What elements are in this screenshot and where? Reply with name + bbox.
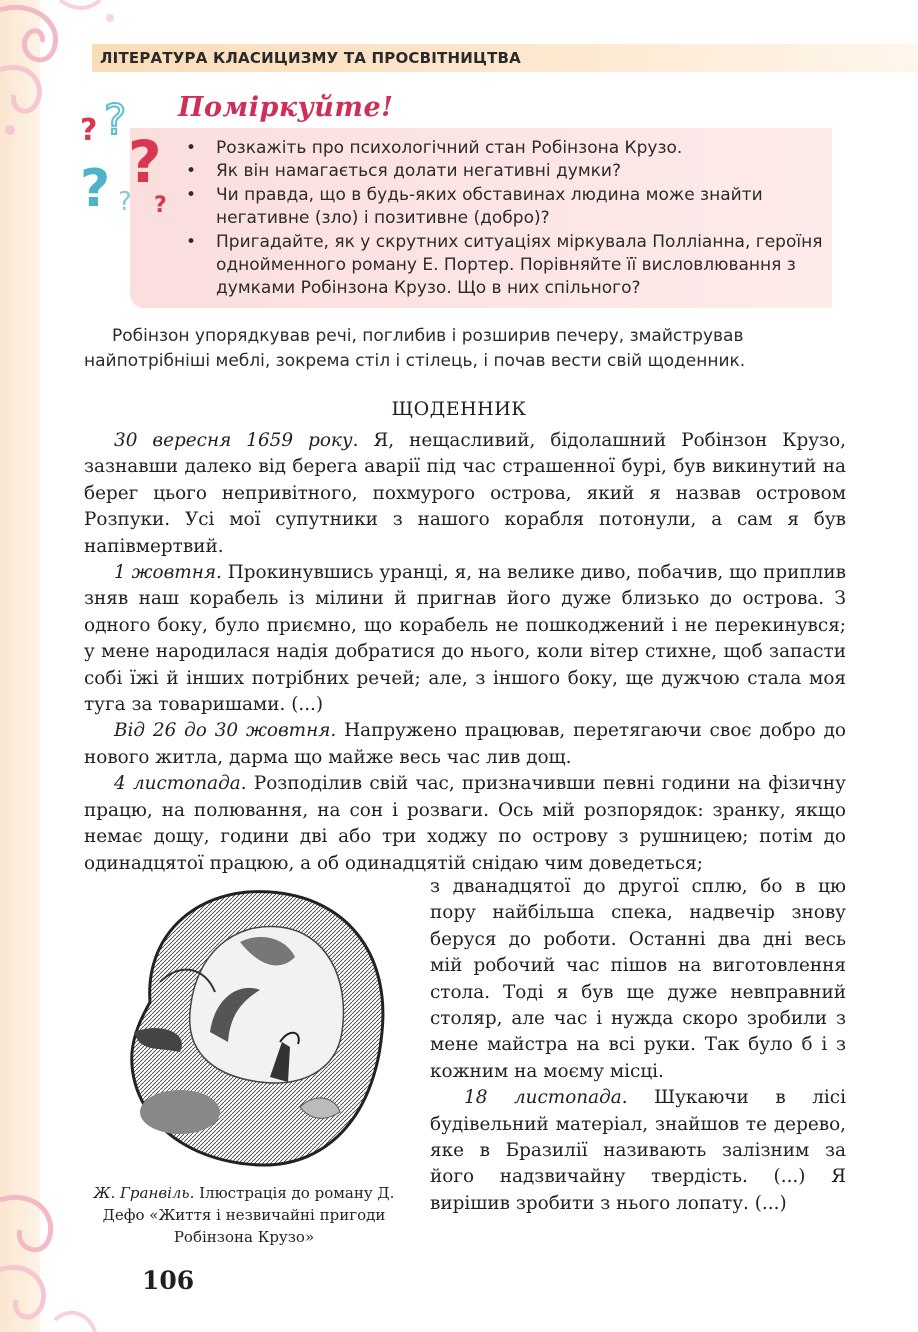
think-title: Поміркуйте!: [178, 92, 394, 123]
caption-text: Ілюстрація до роману Д. Дефо «Життя і незвичайні пригоди Робінзона Крузо»: [102, 1184, 395, 1246]
diary-entry: [430, 1085, 846, 1217]
caption-author: Ж. Гранвіль.: [93, 1184, 195, 1202]
question-marks-icon: [76, 96, 186, 216]
diary-entry: [84, 771, 846, 877]
page-margin-band: [0, 0, 40, 1332]
entry-text: Я, нещасливий, бідолашний Робінзон Крузо, зазнавши далеко від берега аварії під час страшенної бурі, був викинутий на берег цього непривітного, похмурого острова, який я назвав островом Розпуки. Усі мої супутники з нашого корабля потонули, а сам я був напівмертвий.: [84, 430, 846, 557]
entry-date: 4 листопада.: [114, 773, 247, 795]
svg-text:?: ?: [154, 193, 167, 216]
entry-text: Шукаючи в лісі будівельний матеріал, знайшов те дерево, яке в Бразилії називають залізним за його надзвичайну твердість. (...) Я вирішив зробити з нього лопату. (...): [430, 1087, 846, 1214]
entry-date: 18 листопада.: [464, 1087, 628, 1109]
diary-title: ЩОДЕННИК: [391, 398, 527, 420]
list-item: • Пригадайте, як у скрутних ситуаціях міркувала Полліанна, героїня однойменного роману Е. Портер. Порівняйте її висловлювання з думками Робінзона Крузо. Що в них спільного?: [186, 231, 826, 301]
diary-entry: [84, 560, 846, 718]
diary-text-column: [430, 874, 846, 1217]
illustration-image: [120, 882, 398, 1172]
intro-paragraph: Робінзон упорядкував речі, поглибив і розширив печеру, змайстрував найпотрібніші меблі, зокрема стіл і стілець, і почав вести свій щоденник.: [84, 326, 746, 371]
think-list: [186, 137, 826, 301]
list-item: • Чи правда, що в будь-яких обставинах людина може знайти негативне (зло) і позитивне (добро)?: [186, 184, 826, 231]
list-item: • Як він намагається долати негативні думки?: [186, 160, 826, 183]
svg-text:?: ?: [104, 96, 127, 144]
svg-text:?: ?: [118, 187, 132, 216]
diary-entry: [84, 718, 846, 771]
page-number: 106: [142, 1266, 195, 1295]
diary-text: [84, 428, 846, 877]
illustration-caption: [82, 1182, 406, 1248]
entry-text: Прокинувшись уранці, я, на велике диво, побачив, що приплив зняв наш корабель із мілини й пригнав його дуже близько до острова. З одного боку, було приємно, що корабель не пошкоджений і не перекинувся; у мене народилася надія добратися до нього, коли вітер стихне, щоб запасти собі їжі й інших потрібних речей; але, з іншого боку, ще дужчою стала моя туга за товаришами. (...): [84, 562, 846, 716]
diary-entry: [84, 428, 846, 560]
list-item: • Розкажіть про психологічний стан Робінзона Крузо.: [186, 137, 826, 160]
svg-text:?: ?: [128, 128, 162, 196]
entry-date: Від 26 до 30 жовтня.: [114, 720, 337, 742]
entry-date: 1 жовтня.: [114, 562, 222, 584]
entry-date: 30 вересня 1659 року.: [114, 430, 359, 451]
svg-text:?: ?: [80, 113, 98, 148]
section-title: ЛІТЕРАТУРА КЛАСИЦИЗМУ ТА ПРОСВІТНИЦТВА: [100, 49, 521, 67]
entry-text: Напружено працював, перетягаючи своє добро до нового житла, дарма що майже весь час лив дощ.: [84, 720, 846, 768]
svg-text:?: ?: [80, 159, 111, 216]
entry-text: Розподілив свій час, призначивши певні години на фізичну працю, на полювання, на сон і розваги. Ось мій розпорядок: зранку, якщо немає дощу, години дві або три ходжу по острову з рушницею; потім до одинадцятої працюю, а об одинадцятій снідаю чим доведеться;: [84, 773, 847, 874]
diary-continuation: з дванадцятої до другої сплю, бо в цю пору найбільша спека, надвечір знову беруся до роботи. Останні два дні весь мій робочий час пішов на виготовлення стола. Тоді я був ще дуже невправний столяр, але час і нужда скоро зробили з мене майстра на всі руки. Так було б і з кожним на моєму місці.: [430, 876, 846, 1082]
